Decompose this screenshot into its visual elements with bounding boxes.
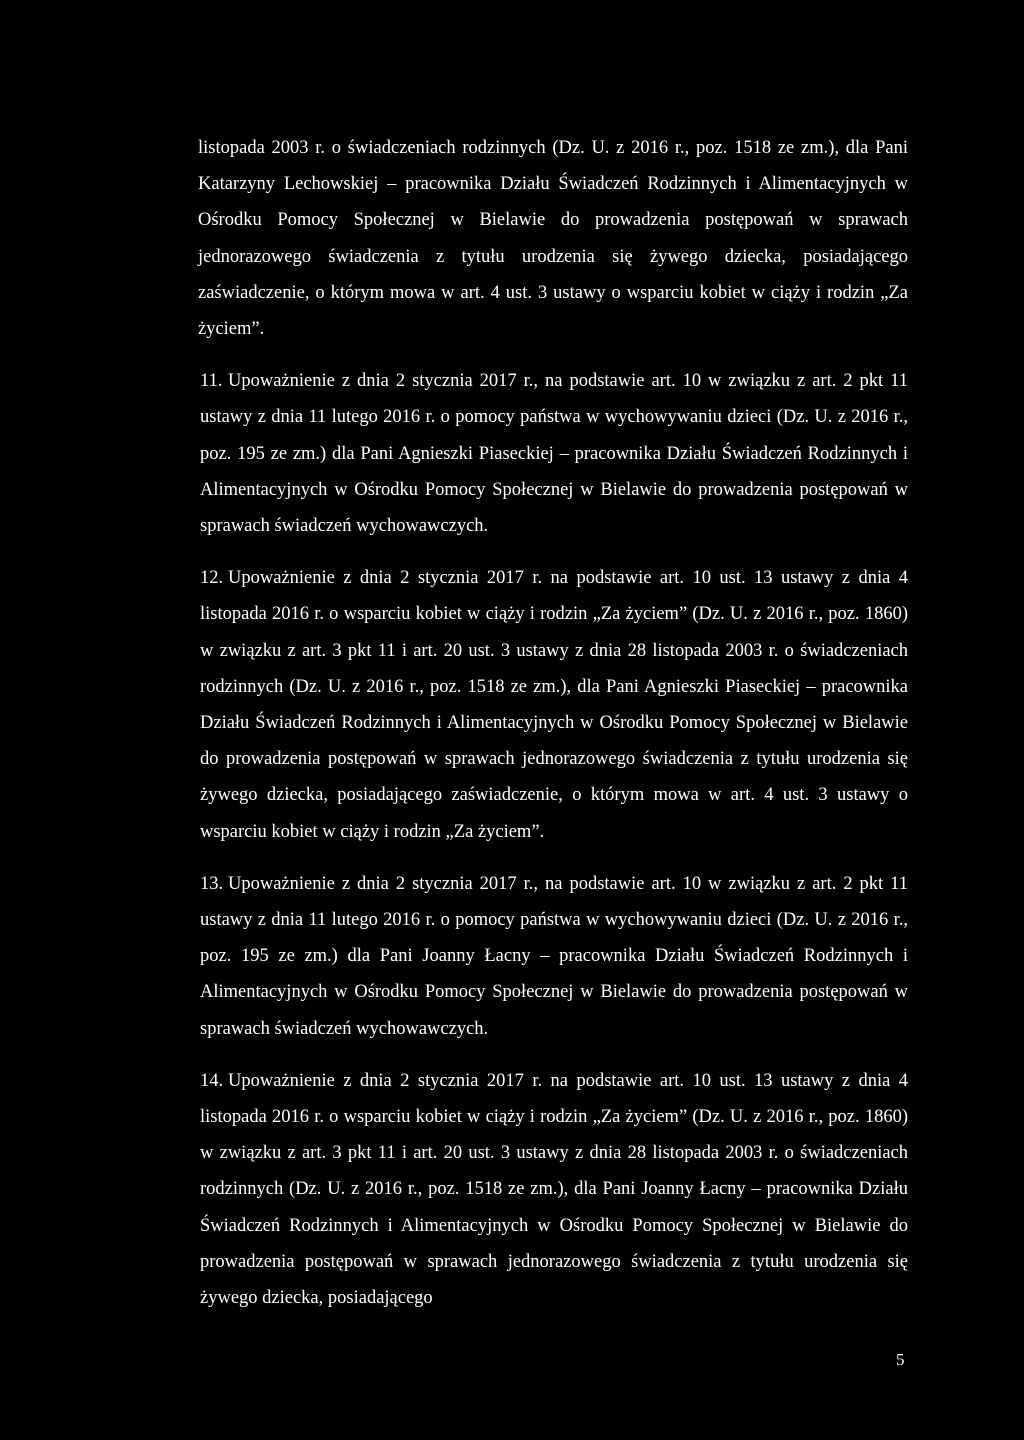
page-number: 5 — [896, 1350, 905, 1369]
item-number: 13. — [200, 873, 224, 894]
item-number: 12. — [200, 568, 224, 589]
item-text: Upoważnienie z dnia 2 stycznia 2017 r., na podstawie art. 10 w związku z art. 2 pkt 11 ustawy z dnia 11 lutego 2016 r. o pomocy państwa w wychowywaniu dzieci (Dz. U. z 2016 r., poz. 195 ze zm.) dla Pani Agnieszki Piaseckiej – pracownika Działu Świadczeń Rodzinnych i Alimentacyjnych w Ośrodku Pomocy Społecznej w Bielawie do prowadzenia postępowań w sprawach świadczeń wychowawczych. — [200, 371, 908, 537]
list-item-12 — [198, 560, 908, 850]
item-text: Upoważnienie z dnia 2 stycznia 2017 r. na podstawie art. 10 ust. 13 ustawy z dnia 4 listopada 2016 r. o wsparciu kobiet w ciąży i rodzin „Za życiem” (Dz. U. z 2016 r., poz. 1860) w związku z art. 3 pkt 11 i art. 20 ust. 3 ustawy z dnia 28 listopada 2003 r. o świadczeniach rodzinnych (Dz. U. z 2016 r., poz. 1518 ze zm.), dla Pani Agnieszki Piaseckiej – pracownika Działu Świadczeń Rodzinnych i Alimentacyjnych w Ośrodku Pomocy Społecznej w Bielawie do prowadzenia postępowań w sprawach jednorazowego świadczenia z tytułu urodzenia się żywego dziecka, posiadającego zaświadczenie, o którym mowa w art. 4 ust. 3 ustawy o wsparciu kobiet w ciąży i rodzin „Za życiem”. — [200, 568, 908, 842]
item-number: 11. — [200, 371, 223, 392]
document-page — [198, 130, 908, 1316]
intro-paragraph: listopada 2003 r. o świadczeniach rodzinnych (Dz. U. z 2016 r., poz. 1518 ze zm.), dla Pani Katarzyny Lechowskiej – pracownika Działu Świadczeń Rodzinnych i Alimentacyjnych w Ośrodku Pomocy Społecznej w Bielawie do prowadzenia postępowań w sprawach jednorazowego świadczenia z tytułu urodzenia się żywego dziecka, posiadającego zaświadczenie, o którym mowa w art. 4 ust. 3 ustawy o wsparciu kobiet w ciąży i rodzin „Za życiem”. — [198, 138, 908, 340]
item-text: Upoważnienie z dnia 2 stycznia 2017 r. na podstawie art. 10 ust. 13 ustawy z dnia 4 listopada 2016 r. o wsparciu kobiet w ciąży i rodzin „Za życiem” (Dz. U. z 2016 r., poz. 1860) w związku z art. 3 pkt 11 i art. 20 ust. 3 ustawy z dnia 28 listopada 2003 r. o świadczeniach rodzinnych (Dz. U. z 2016 r., poz. 1518 ze zm.), dla Pani Joanny Łacny – pracownika Działu Świadczeń Rodzinnych i Alimentacyjnych w Ośrodku Pomocy Społecznej w Bielawie do prowadzenia postępowań w sprawach jednorazowego świadczenia z tytułu urodzenia się żywego dziecka, posiadającego — [200, 1070, 908, 1309]
list-item-14 — [198, 1063, 908, 1316]
item-number: 14. — [200, 1070, 224, 1091]
list-item-13 — [198, 866, 908, 1047]
list-item-11 — [198, 363, 908, 544]
item-text: Upoważnienie z dnia 2 stycznia 2017 r., na podstawie art. 10 w związku z art. 2 pkt 11 ustawy z dnia 11 lutego 2016 r. o pomocy państwa w wychowywaniu dzieci (Dz. U. z 2016 r., poz. 195 ze zm.) dla Pani Joanny Łacny – pracownika Działu Świadczeń Rodzinnych i Alimentacyjnych w Ośrodku Pomocy Społecznej w Bielawie do prowadzenia postępowań w sprawach świadczeń wychowawczych. — [200, 873, 908, 1039]
